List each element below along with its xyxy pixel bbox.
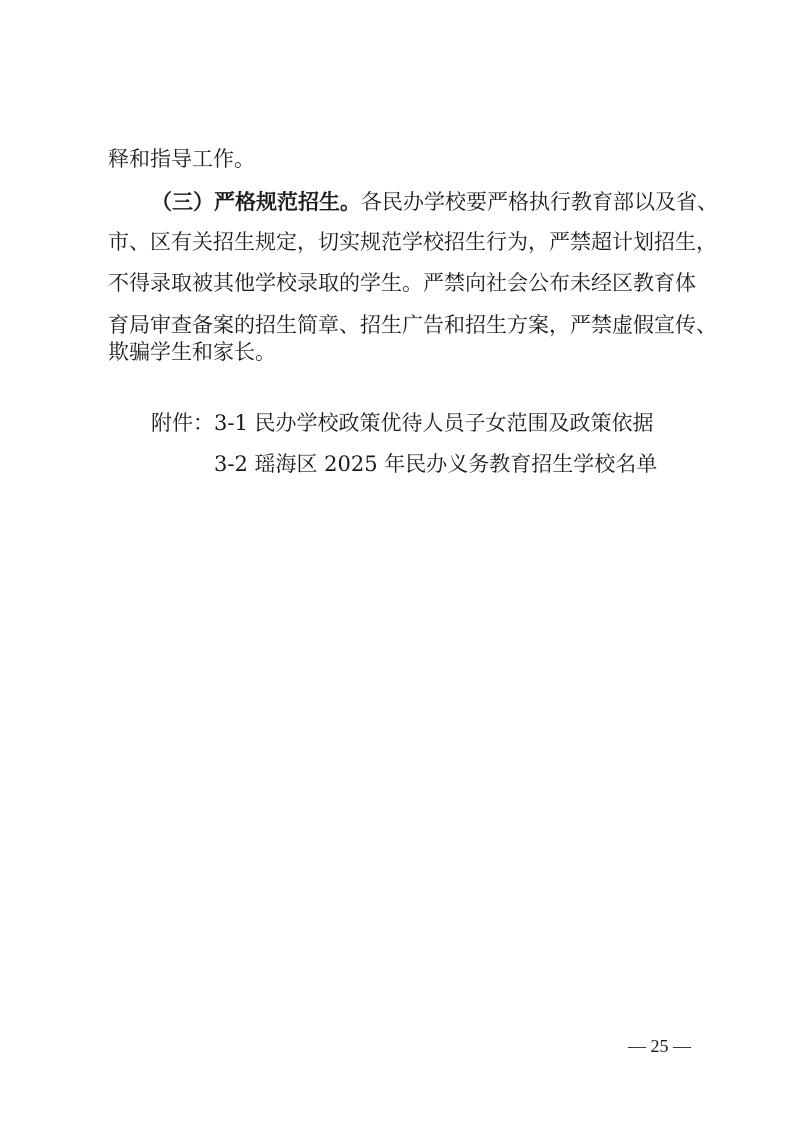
paragraph-2-line-1 — [151, 191, 718, 213]
page-number: — 25 — — [628, 1036, 691, 1056]
paragraph-2-line-4: 育局审查备案的招生简章、招生广告和招生方案，严禁虚假宣传、 — [108, 313, 717, 337]
paragraph-1-line-1: 释和指导工作。 — [108, 147, 255, 171]
section-heading: （三）严格规范招生。 — [151, 189, 361, 214]
paragraph-2-line-5: 欺骗学生和家长。 — [108, 340, 276, 364]
paragraph-2-line-3: 不得录取被其他学校录取的学生。严禁向社会公布未经区教育体 — [108, 271, 696, 295]
attachment-item-2: 3-2 瑶海区 2025 年民办义务教育招生学校名单 — [214, 452, 658, 476]
attachment-item-1: 3-1 民办学校政策优待人员子女范围及政策依据 — [214, 411, 654, 435]
paragraph-2-line-2: 市、区有关招生规定，切实规范学校招生行为，严禁超计划招生， — [108, 230, 717, 254]
attachments-line-1 — [151, 413, 654, 434]
paragraph-2-line-1-text: 各民办学校要严格执行教育部以及省、 — [361, 190, 718, 214]
attachments-label: 附件： — [151, 411, 214, 435]
